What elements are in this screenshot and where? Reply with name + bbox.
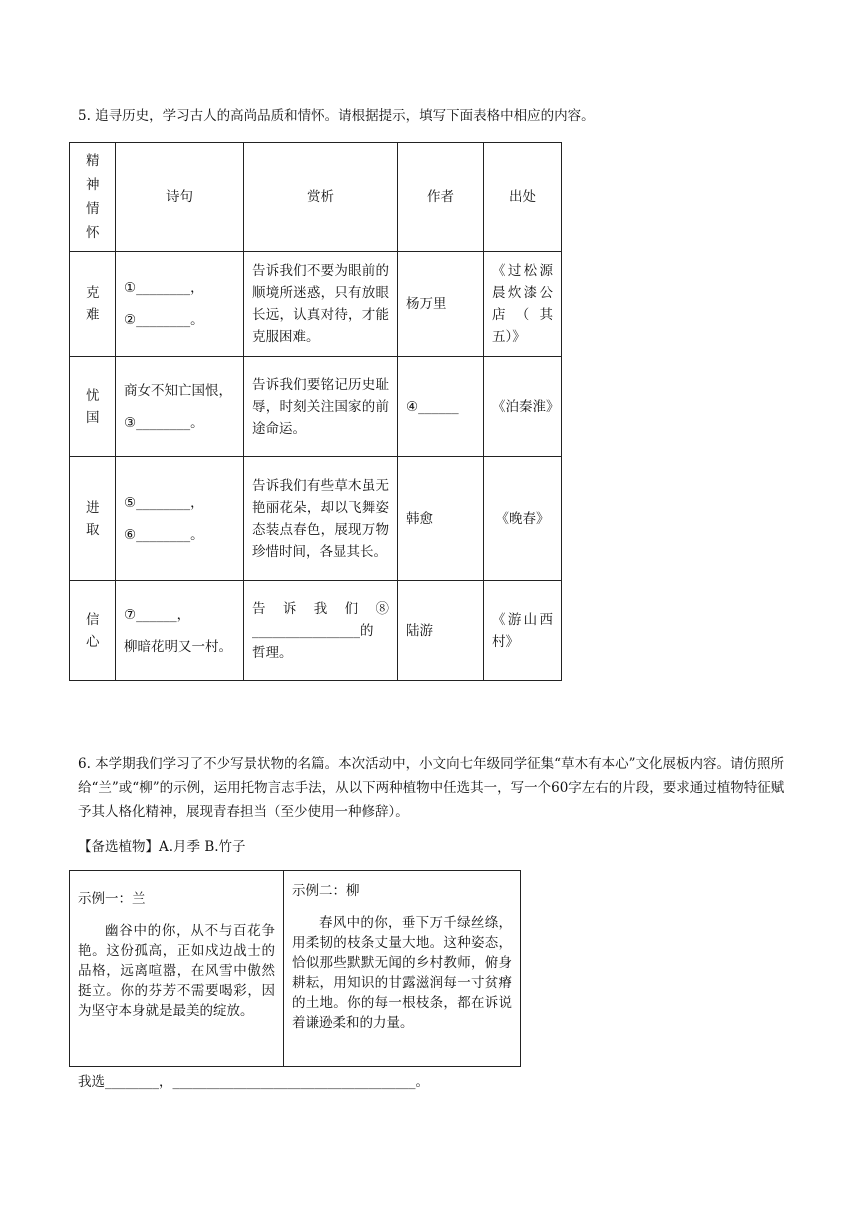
- blank-6[interactable]: ⑥________。: [124, 526, 204, 543]
- blank-7[interactable]: ⑦______，: [124, 606, 191, 623]
- author-cell: 韩愈: [398, 457, 484, 581]
- analysis-text: 哲理。: [252, 644, 293, 661]
- example-2-cell: [284, 871, 521, 1067]
- verse-cell: [116, 252, 244, 357]
- blank-2[interactable]: ②________。: [124, 312, 204, 328]
- example-2-text: 春风中的你，垂下万千绿丝绦，用柔韧的枝条丈量大地。这种姿态，恰似那些默默无闻的乡村教师，俯身耕耘，用知识的甘露滋润每一寸贫瘠的土地。你的每一根枝条，都在诉说着谦逊柔和的力量。: [292, 915, 512, 1031]
- examples-table: [69, 870, 521, 1067]
- table-header-row: [70, 143, 562, 252]
- example-2-title: 示例二：柳: [292, 883, 360, 899]
- source-cell: 《晚春》: [484, 457, 562, 581]
- spirit-cell: 忧国: [70, 357, 116, 457]
- spirit-cell: 克难: [70, 252, 116, 357]
- verse-line: 商女不知亡国恨，: [124, 382, 232, 399]
- example-1-title: 示例一：兰: [78, 891, 146, 907]
- source-cell: 《过松源晨炊漆公店（其五）》: [484, 252, 562, 357]
- question-6-prompt: 6. 本学期我们学习了不少写景状物的名篇。本次活动中，小文向七年级同学征集“草木有本心”文化展板内容。请仿照所给“兰”或“柳”的示例，运用托物言志手法，从以下两种植物中任选其一，写一个60字左右的片段，要求通过植物特征赋予其人格化精神，展现青春担当（至少使用一种修辞）。: [78, 756, 785, 820]
- blank-5[interactable]: ⑤________，: [124, 494, 204, 511]
- verse-line: 柳暗花明又一村。: [124, 638, 232, 655]
- analysis-cell: 告诉我们不要为眼前的顺境所迷惑，只有放眼长远，认真对待，才能克服困难。: [244, 252, 398, 357]
- spirit-cell: 信心: [70, 581, 116, 681]
- header-verse: 诗句: [116, 143, 244, 252]
- verse-cell: [116, 457, 244, 581]
- answer-line[interactable]: 我选________，____________________________________。: [78, 1074, 429, 1090]
- analysis-cell: [244, 581, 398, 681]
- author-blank-4[interactable]: ④______: [398, 357, 484, 457]
- analysis-cell: 告诉我们有些草木虽无艳丽花朵，却以飞舞姿态装点春色，展现万物珍惜时间，各显其长。: [244, 457, 398, 581]
- verse-cell: [116, 357, 244, 457]
- header-analysis: 赏析: [244, 143, 398, 252]
- table-row: [70, 581, 562, 681]
- header-author: 作者: [398, 143, 484, 252]
- blank-3[interactable]: ③________。: [124, 414, 204, 431]
- table-row: [70, 357, 562, 457]
- verse-cell: [116, 581, 244, 681]
- header-spirit: 精神情怀: [70, 143, 116, 252]
- author-cell: 陆游: [398, 581, 484, 681]
- author-cell: 杨万里: [398, 252, 484, 357]
- plant-options: 【备选植物】A.月季 B.竹子: [78, 839, 246, 855]
- source-cell: 《泊秦淮》: [484, 357, 562, 457]
- analysis-cell: 告诉我们要铭记历史耻辱，时刻关注国家的前途命运。: [244, 357, 398, 457]
- blank-8[interactable]: ________________的: [252, 622, 374, 639]
- example-1-text: 幽谷中的你，从不与百花争艳。这份孤高，正如戍边战士的品格，远离喧嚣，在风雪中傲然挺立。你的芬芳不需要喝彩，因为坚守本身就是最美的绽放。: [78, 923, 275, 1019]
- header-source: 出处: [484, 143, 562, 252]
- source-cell: 《游山西村》: [484, 581, 562, 681]
- analysis-text: 告诉我们⑧: [252, 600, 389, 617]
- table-row: [70, 252, 562, 357]
- spirit-cell: 进取: [70, 457, 116, 581]
- question-5-table: [69, 142, 562, 681]
- blank-1[interactable]: ①________，: [124, 280, 204, 296]
- example-1-cell: [70, 871, 284, 1067]
- question-5-prompt: 5. 追寻历史，学习古人的高尚品质和情怀。请根据提示，填写下面表格中相应的内容。: [78, 108, 595, 124]
- table-row: [70, 457, 562, 581]
